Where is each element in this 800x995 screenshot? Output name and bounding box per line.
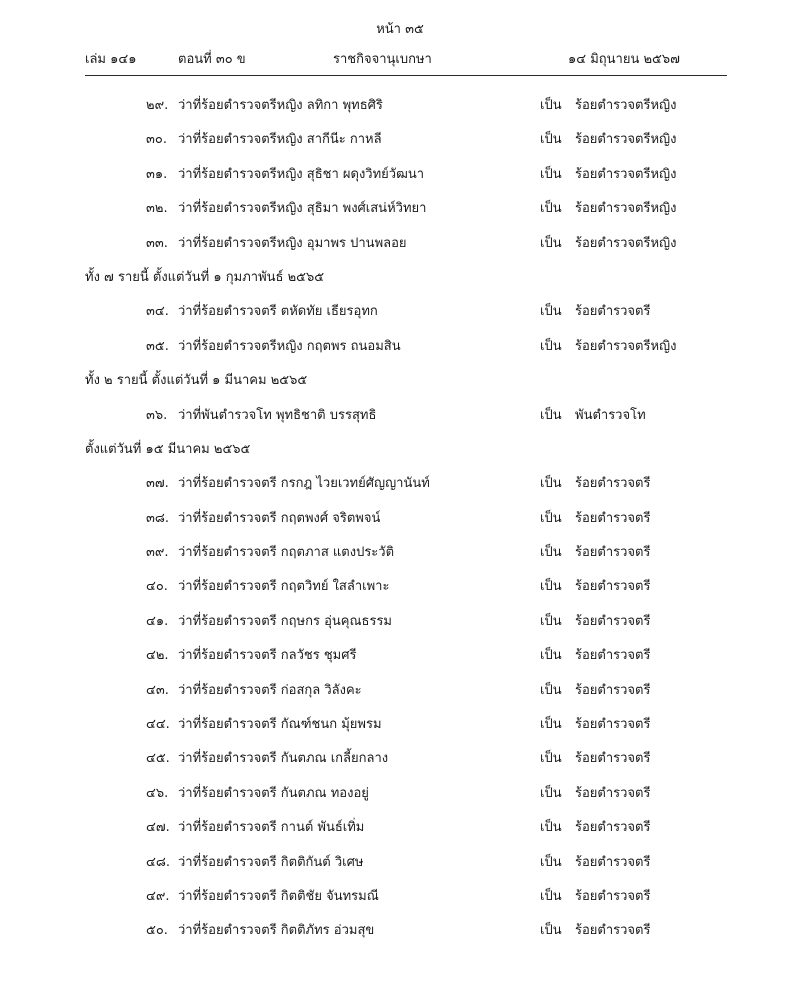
appointee-name: ว่าที่ร้อยตำรวจตรีหญิง สุธิมา พงศ์เสน่ห์วิทยา xyxy=(178,201,427,217)
appointment-verb: เป็น xyxy=(540,132,562,148)
appointment-verb: เป็น xyxy=(540,304,562,320)
appointed-rank: ร้อยตำรวจตรี xyxy=(575,613,651,629)
item-number: ๓๘. xyxy=(146,510,170,526)
item-number: ๔๒. xyxy=(146,648,169,664)
item-number: ๓๗. xyxy=(146,476,169,492)
appointment-verb: เป็น xyxy=(540,545,562,561)
appointed-rank: ร้อยตำรวจตรี xyxy=(575,751,651,767)
appointee-name: ว่าที่ร้อยตำรวจตรี กฤตภาส แตงประวัติ xyxy=(178,545,395,561)
list-item xyxy=(0,705,800,739)
list-item xyxy=(0,533,800,567)
list-item xyxy=(0,774,800,808)
header-volume: เล่ม ๑๔๑ xyxy=(85,52,137,67)
item-number: ๓๕. xyxy=(146,338,169,354)
list-item xyxy=(0,327,800,361)
header-date: ๑๔ มิถุนายน ๒๕๖๗ xyxy=(568,52,680,67)
appointed-rank: ร้อยตำรวจตรี xyxy=(575,510,651,526)
effective-date-note xyxy=(0,258,800,292)
appointed-rank: ร้อยตำรวจตรีหญิง xyxy=(575,201,677,217)
appointed-rank: ร้อยตำรวจตรี xyxy=(575,854,651,870)
appointed-rank: ร้อยตำรวจตรี xyxy=(575,717,651,733)
item-number: ๓๔. xyxy=(146,304,169,320)
effective-date-note xyxy=(0,361,800,395)
effective-date-text: ตั้งแต่วันที่ ๑๕ มีนาคม ๒๕๖๕ xyxy=(85,441,251,457)
appointed-rank: ร้อยตำรวจตรี xyxy=(575,304,651,320)
list-item xyxy=(0,189,800,223)
header-issue: ตอนที่ ๓๐ ข xyxy=(178,52,246,67)
appointment-verb: เป็น xyxy=(540,648,562,664)
item-number: ๔๙. xyxy=(146,888,170,904)
appointment-verb: เป็น xyxy=(540,751,562,767)
appointee-name: ว่าที่ร้อยตำรวจตรีหญิง สากีนีะ กาหลี xyxy=(178,132,382,148)
appointment-verb: เป็น xyxy=(540,613,562,629)
appointed-rank: ร้อยตำรวจตรีหญิง xyxy=(575,98,677,113)
item-number: ๓๐. xyxy=(146,132,167,148)
list-item xyxy=(0,292,800,326)
list-item xyxy=(0,877,800,911)
list-item xyxy=(0,396,800,430)
item-number: ๔๐. xyxy=(146,579,168,595)
item-number: ๔๑. xyxy=(146,613,169,629)
item-number: ๔๖. xyxy=(146,785,169,801)
appointment-verb: เป็น xyxy=(540,476,562,492)
item-number: ๒๙. xyxy=(146,98,169,113)
header-divider xyxy=(85,75,727,76)
list-item xyxy=(0,86,800,120)
appointee-name: ว่าที่ร้อยตำรวจตรีหญิง ลทิกา พุทธศิริ xyxy=(178,98,383,113)
appointed-rank: ร้อยตำรวจตรี xyxy=(575,785,651,801)
appointee-name: ว่าที่พันตำรวจโท พุทธิชาติ บรรสุทธิ xyxy=(178,407,377,423)
list-item xyxy=(0,808,800,842)
appointed-rank: ร้อยตำรวจตรีหญิง xyxy=(575,166,677,182)
appointment-verb: เป็น xyxy=(540,682,562,698)
appointed-rank: ร้อยตำรวจตรีหญิง xyxy=(575,235,677,251)
appointment-verb: เป็น xyxy=(540,923,562,939)
item-number: ๓๙. xyxy=(146,545,169,561)
appointment-verb: เป็น xyxy=(540,579,562,595)
appointed-rank: ร้อยตำรวจตรี xyxy=(575,476,651,492)
appointee-name: ว่าที่ร้อยตำรวจตรี กันตภณ ทองอยู่ xyxy=(178,785,369,801)
appointment-verb: เป็น xyxy=(540,235,562,251)
appointee-name: ว่าที่ร้อยตำรวจตรี กันตภณ เกลี้ยกลาง xyxy=(178,751,389,767)
appointment-verb: เป็น xyxy=(540,820,562,836)
appointment-verb: เป็น xyxy=(540,510,562,526)
appointee-name: ว่าที่ร้อยตำรวจตรี กฤตวิทย์ ใสลำเพาะ xyxy=(178,579,390,595)
appointed-rank: ร้อยตำรวจตรี xyxy=(575,888,651,904)
list-item xyxy=(0,602,800,636)
list-item xyxy=(0,671,800,705)
effective-date-text: ทั้ง ๒ รายนี้ ตั้งแต่วันที่ ๑ มีนาคม ๒๕๖๕ xyxy=(85,373,308,389)
item-number: ๔๘. xyxy=(146,854,171,870)
list-item xyxy=(0,843,800,877)
list-item xyxy=(0,636,800,670)
appointment-verb: เป็น xyxy=(540,888,562,904)
page-number: หน้า ๓๕ xyxy=(376,22,424,37)
running-header xyxy=(0,48,800,72)
appointed-rank: ร้อยตำรวจตรี xyxy=(575,545,651,561)
list-item xyxy=(0,499,800,533)
item-number: ๓๖. xyxy=(146,407,168,423)
item-number: ๔๓. xyxy=(146,682,169,698)
appointed-rank: ร้อยตำรวจตรีหญิง xyxy=(575,132,677,148)
appointee-name: ว่าที่ร้อยตำรวจตรี กานต์ พันธ์เทิ่ม xyxy=(178,820,365,836)
appointed-rank: พันตำรวจโท xyxy=(575,407,646,423)
appointment-verb: เป็น xyxy=(540,166,562,182)
list-item xyxy=(0,567,800,601)
appointee-name: ว่าที่ร้อยตำรวจตรี กฤษกร อุ่นคุณธรรม xyxy=(178,613,392,629)
appointee-name: ว่าที่ร้อยตำรวจตรีหญิง สุธิชา ผดุงวิทย์วัฒนา xyxy=(178,166,425,182)
gazette-title: ราชกิจจานุเบกษา xyxy=(333,52,432,67)
appointed-rank: ร้อยตำรวจตรี xyxy=(575,923,651,939)
item-number: ๔๗. xyxy=(146,820,170,836)
appointed-rank: ร้อยตำรวจตรี xyxy=(575,648,651,664)
item-number: ๓๒. xyxy=(146,201,168,217)
list-item xyxy=(0,120,800,154)
item-number: ๓๑. xyxy=(146,166,168,182)
appointed-rank: ร้อยตำรวจตรี xyxy=(575,682,651,698)
appointee-name: ว่าที่ร้อยตำรวจตรีหญิง กฤตพร ถนอมสิน xyxy=(178,338,401,354)
appointment-verb: เป็น xyxy=(540,201,562,217)
appointment-verb: เป็น xyxy=(540,98,562,113)
appointee-name: ว่าที่ร้อยตำรวจตรี กิตติกันต์ วิเศษ xyxy=(178,854,364,870)
appointment-verb: เป็น xyxy=(540,854,562,870)
list-item xyxy=(0,155,800,189)
appointee-name: ว่าที่ร้อยตำรวจตรี กิตติชัย จันทรมณี xyxy=(178,888,379,904)
list-item xyxy=(0,911,800,945)
appointee-name: ว่าที่ร้อยตำรวจตรี กรกฎ ไวยเวทย์ศัญญานันท์ xyxy=(178,476,430,492)
appointment-verb: เป็น xyxy=(540,338,562,354)
appointment-verb: เป็น xyxy=(540,407,562,423)
appointment-verb: เป็น xyxy=(540,717,562,733)
item-number: ๔๕. xyxy=(146,751,170,767)
appointment-list xyxy=(0,86,800,946)
appointee-name: ว่าที่ร้อยตำรวจตรี ก่อสกุล วิลังคะ xyxy=(178,682,362,698)
appointee-name: ว่าที่ร้อยตำรวจตรีหญิง อุมาพร ปานพลอย xyxy=(178,235,407,251)
appointee-name: ว่าที่ร้อยตำรวจตรี กัณฑ์ชนก มุ้ยพรม xyxy=(178,717,382,733)
item-number: ๓๓. xyxy=(146,235,168,251)
appointee-name: ว่าที่ร้อยตำรวจตรี กฤตพงศ์ จริตพจน์ xyxy=(178,510,381,526)
appointment-verb: เป็น xyxy=(540,785,562,801)
effective-date-text: ทั้ง ๗ รายนี้ ตั้งแต่วันที่ ๑ กุมภาพันธ์ ๒๕๖๕ xyxy=(85,269,325,285)
appointee-name: ว่าที่ร้อยตำรวจตรี กลวัชร ชุมศรี xyxy=(178,648,357,664)
list-item xyxy=(0,464,800,498)
appointed-rank: ร้อยตำรวจตรี xyxy=(575,579,651,595)
effective-date-note xyxy=(0,430,800,464)
appointee-name: ว่าที่ร้อยตำรวจตรี กิตติภัทร อ่วมสุข xyxy=(178,923,375,939)
item-number: ๕๐. xyxy=(146,923,168,939)
appointed-rank: ร้อยตำรวจตรี xyxy=(575,820,651,836)
list-item xyxy=(0,224,800,258)
appointed-rank: ร้อยตำรวจตรีหญิง xyxy=(575,338,677,354)
item-number: ๔๔. xyxy=(146,717,170,733)
appointee-name: ว่าที่ร้อยตำรวจตรี ตหัดทัย เธียรอุทก xyxy=(178,304,378,320)
list-item xyxy=(0,739,800,773)
